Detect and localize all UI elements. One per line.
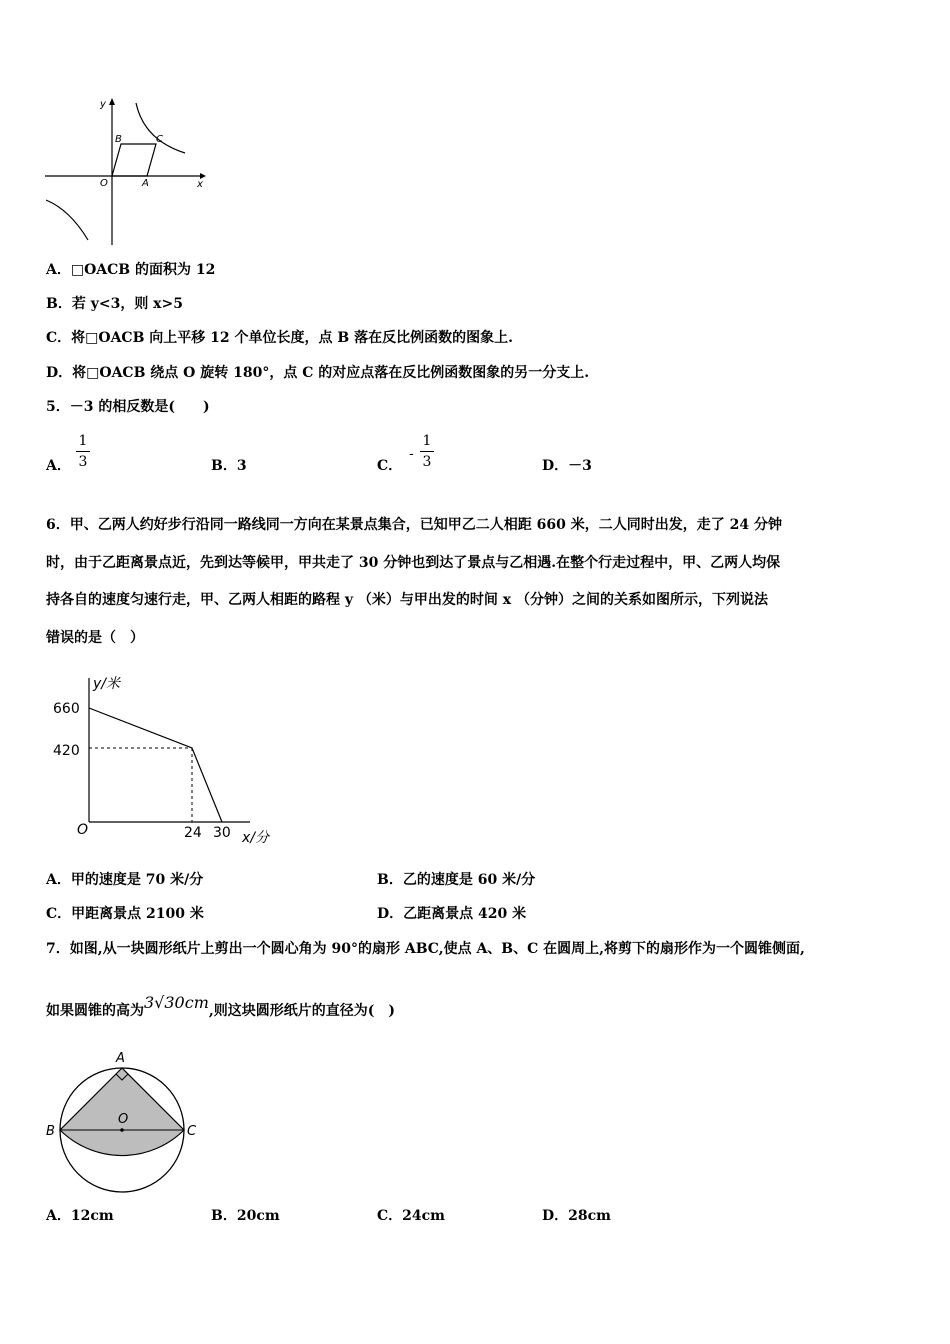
q4-option-b: B．若 y<3，则 x>5 — [46, 296, 184, 312]
label-c: C — [156, 134, 163, 145]
q7-stem-line-2 — [46, 993, 395, 1021]
fraction-denominator: 3 — [422, 454, 432, 470]
q6-stem-line-3: 持各自的速度匀速行走，甲、乙两人相距的路程 y （米）与甲出发的时间 x （分钟）之间的关系如图所示，下列说法 — [46, 592, 768, 608]
q7-height-expression: 3√30cm — [144, 993, 209, 1012]
q5-option-b: B．3 — [211, 458, 247, 474]
label-o: O — [100, 178, 108, 189]
q5-option-a-fraction — [76, 433, 90, 470]
q5-option-a-label: A． — [46, 458, 71, 474]
q6-stem-line-4: 错误的是（ ） — [46, 630, 144, 646]
label-o: O — [118, 1112, 129, 1127]
label-c: C — [187, 1124, 197, 1139]
fraction-numerator: 1 — [422, 433, 432, 449]
y-axis-arrow — [109, 98, 115, 105]
fraction-bar — [420, 451, 434, 452]
q6-stem-line-2: 时，由于乙距离景点近，先到达等候甲，甲共走了 30 分钟也到达了景点与乙相遇.在整个行走过程中，甲、乙两人均保 — [46, 555, 781, 571]
q4-coordinate-graph — [40, 95, 220, 250]
q6-option-c: C．甲距离景点 2100 米 — [46, 906, 204, 922]
q4-option-d: D．将□OACB 绕点 O 旋转 180°，点 C 的对应点落在反比例函数图象的另一分支上. — [46, 365, 590, 381]
q7-option-a: A．12cm — [46, 1208, 114, 1224]
q5-option-c-label: C． — [377, 458, 403, 474]
hyperbola-branch-1 — [136, 103, 185, 153]
fraction-numerator: 1 — [78, 433, 88, 449]
label-b: B — [115, 134, 122, 145]
q7-option-b: B．20cm — [211, 1208, 280, 1224]
tick-label-420: 420 — [53, 743, 80, 759]
q4-option-c: C．将□OACB 向上平移 12 个单位长度，点 B 落在反比例函数的图象上. — [46, 330, 513, 346]
hyperbola-branch-2 — [46, 200, 88, 240]
label-a: A — [116, 1051, 125, 1066]
q5-option-c-sign: - — [409, 446, 414, 462]
label-a: A — [142, 178, 149, 189]
q7-stem-line-1: 7．如图,从一块圆形纸片上剪出一个圆心角为 90°的扇形 ABC,使点 A、B、C 在圆周上,将剪下的扇形作为一个圆锥侧面, — [46, 941, 805, 957]
q5-option-c-fraction — [420, 433, 434, 470]
q6-stem-line-1: 6．甲、乙两人约好步行沿同一路线同一方向在某景点集合，已知甲乙二人相距 660 米，二人同时出发，走了 24 分钟 — [46, 517, 782, 533]
label-y: y — [100, 99, 106, 110]
label-x: x — [197, 179, 203, 190]
q7-option-d: D．28cm — [542, 1208, 611, 1224]
parallelogram-oacb — [112, 144, 156, 176]
q6-option-d: D．乙距离景点 420 米 — [377, 906, 527, 922]
fraction-bar — [76, 451, 90, 452]
q6-distance-time-graph — [45, 668, 285, 850]
y-axis-label: y/米 — [93, 676, 121, 692]
q4-option-a: A．□OACB 的面积为 12 — [46, 262, 216, 278]
q6-option-a: A．甲的速度是 70 米/分 — [46, 872, 204, 888]
q7-circle-sector-figure — [42, 1045, 212, 1195]
q5-stem: 5．－3 的相反数是( ) — [46, 399, 210, 415]
origin-label: O — [77, 822, 89, 838]
q7-stem-part-1: 如果圆锥的高为 — [46, 1003, 144, 1019]
q7-stem-part-2: ,则这块圆形纸片的直径为( ) — [208, 1003, 395, 1019]
fraction-denominator: 3 — [78, 454, 88, 470]
x-axis-label: x/分 — [242, 830, 270, 846]
center-point — [120, 1128, 124, 1132]
distance-line — [89, 708, 222, 822]
q5-option-d: D．－3 — [542, 458, 592, 474]
tick-label-660: 660 — [53, 701, 80, 717]
tick-label-30: 30 — [213, 825, 231, 841]
q6-option-b: B．乙的速度是 60 米/分 — [377, 872, 536, 888]
tick-label-24: 24 — [184, 825, 202, 841]
label-b: B — [46, 1124, 55, 1139]
q7-option-c: C．24cm — [377, 1208, 445, 1224]
